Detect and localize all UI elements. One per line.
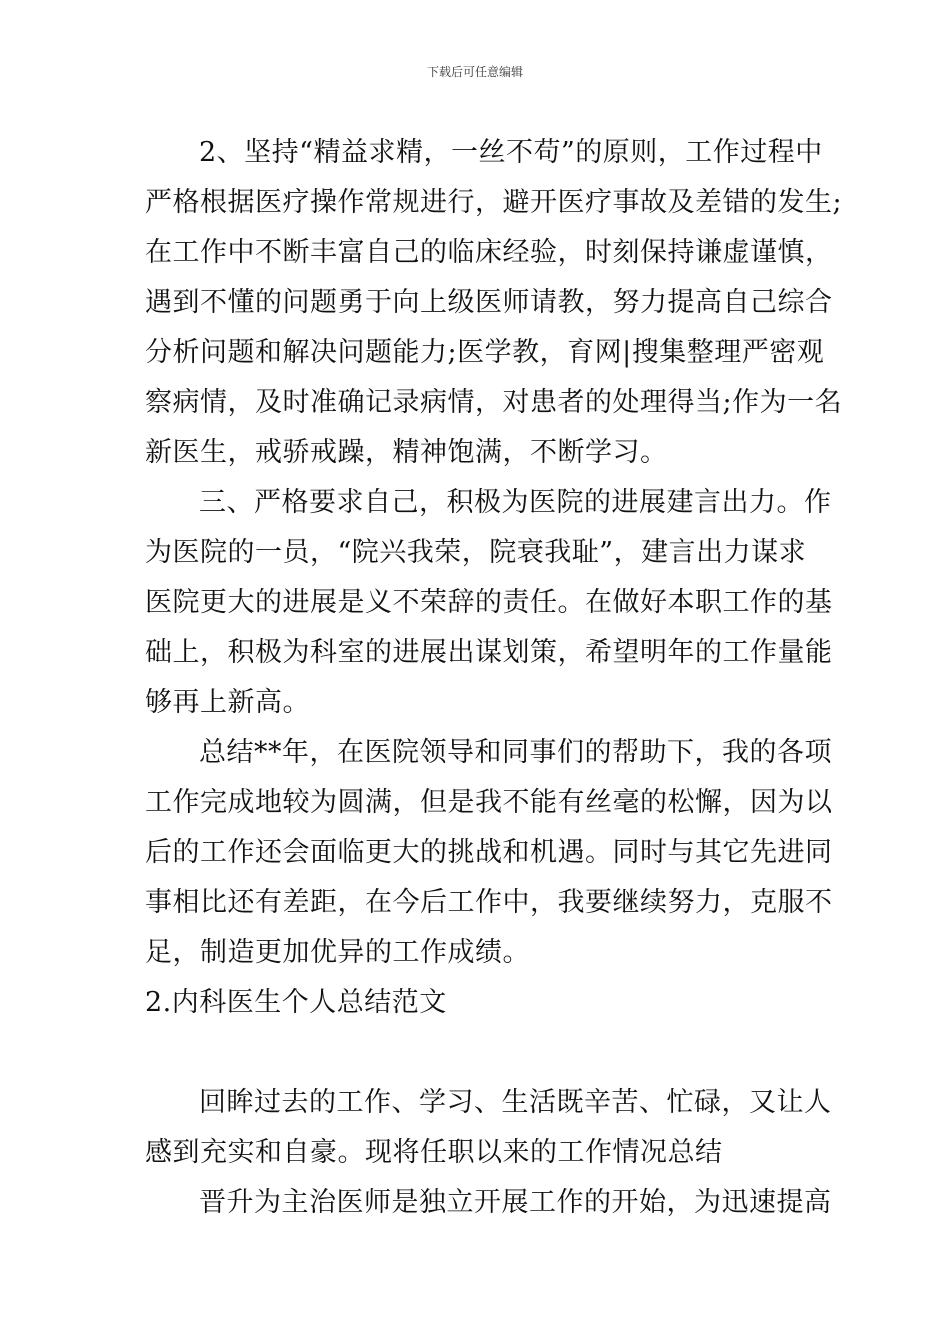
text-line: 分析问题和解决问题能力;医学教，育网|搜集整理严密观 <box>145 337 825 368</box>
text-line: 医院更大的进展是义不荣辞的责任。在做好本职工作的基 <box>145 587 833 618</box>
text-line: 晋升为主治医师是独立开展工作的开始，为迅速提高 <box>199 1187 832 1218</box>
text-line: 够再上新高。 <box>145 687 310 718</box>
text-line: 足，制造更加优异的工作成绩。 <box>145 937 530 968</box>
text-line: 回眸过去的工作、学习、生活既辛苦、忙碌，又让人 <box>199 1087 832 1118</box>
text-line: 2.内科医生个人总结范文 <box>145 987 447 1018</box>
text-line: 2、坚持“精益求精，一丝不苟”的原则，工作过程中 <box>199 137 823 168</box>
document-body <box>145 128 843 1228</box>
text-line: 遇到不懂的问题勇于向上级医师请教，努力提高自己综合 <box>145 287 833 318</box>
text-line: 后的工作还会面临更大的挑战和机遇。同时与其它先进同 <box>145 837 833 868</box>
text-line: 为医院的一员，“院兴我荣，院衰我耻”，建言出力谋求 <box>145 537 807 568</box>
text-line: 总结**年，在医院领导和同事们的帮助下，我的各项 <box>199 737 832 768</box>
text-line: 三、严格要求自己，积极为医院的进展建言出力。作 <box>199 487 832 518</box>
text-line: 察病情，及时准确记录病情，对患者的处理得当;作为一名 <box>145 387 843 418</box>
text-line: 在工作中不断丰富自己的临床经验，时刻保持谦虚谨慎， <box>145 237 833 268</box>
text-line: 感到充实和自豪。现将任职以来的工作情况总结 <box>145 1137 723 1168</box>
text-line: 事相比还有差距，在今后工作中，我要继续努力，克服不 <box>145 887 833 918</box>
page-header: 下载后可任意编辑 <box>426 65 523 79</box>
text-line: 工作完成地较为圆满，但是我不能有丝毫的松懈，因为以 <box>145 787 833 818</box>
text-line: 础上，积极为科室的进展出谋划策，希望明年的工作量能 <box>145 637 833 668</box>
text-line: 严格根据医疗操作常规进行，避开医疗事故及差错的发生; <box>145 187 843 218</box>
text-line: 新医生，戒骄戒躁，精神饱满，不断学习。 <box>145 437 668 468</box>
